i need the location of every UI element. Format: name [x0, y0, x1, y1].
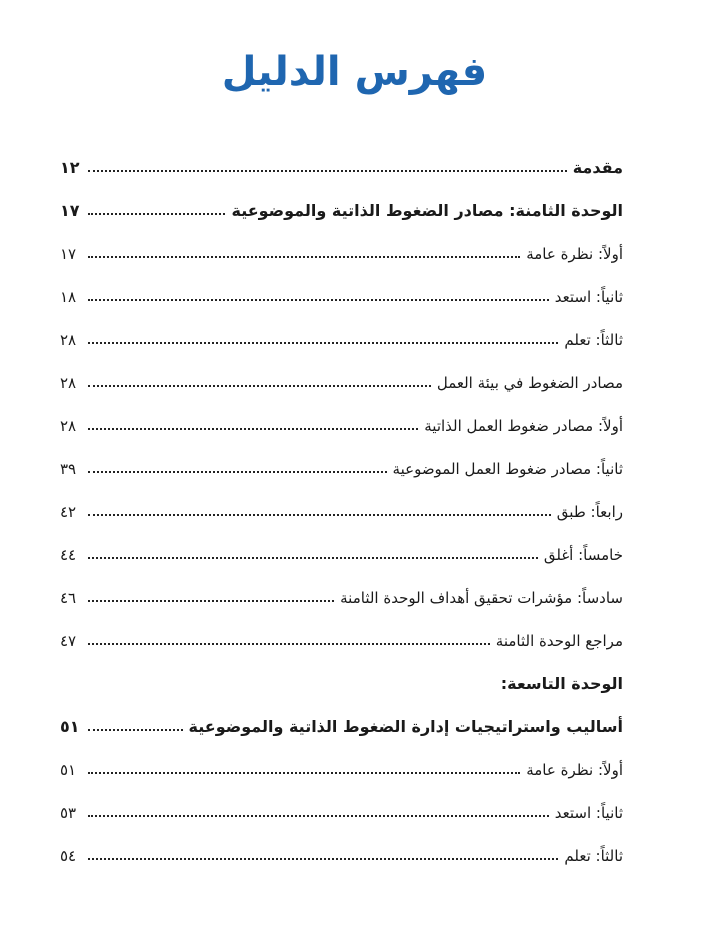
- toc-leader-dots: [88, 385, 431, 387]
- toc-row[interactable]: [60, 312, 623, 355]
- toc-page-number: ٢٨: [60, 331, 77, 349]
- toc-leader-dots: [88, 729, 183, 731]
- toc-entry-text: مصادر الضغوط في بيئة العمل: [436, 374, 623, 392]
- toc-leader-dots: [88, 342, 558, 344]
- toc-page-number: ٥٤: [60, 847, 77, 865]
- toc-entry-text: الوحدة التاسعة:: [500, 674, 623, 693]
- toc-row[interactable]: [60, 742, 623, 785]
- toc-entry-text: خامساً: أغلق: [543, 546, 623, 564]
- toc-page-number: ٥٣: [60, 804, 77, 822]
- toc-row[interactable]: [60, 269, 623, 312]
- toc-leader-dots: [88, 299, 549, 301]
- toc-leader-dots: [88, 643, 490, 645]
- page-title: فهرس الدليل: [221, 49, 488, 95]
- toc-row[interactable]: [60, 570, 623, 613]
- toc-page-number: ٣٩: [60, 460, 77, 478]
- toc-entry-text: ثالثاً: تعلم: [564, 847, 623, 865]
- toc-leader-dots: [88, 170, 567, 172]
- toc-entry-text: أولاً: نظرة عامة: [526, 245, 623, 263]
- toc-page-number: ٤٧: [60, 632, 77, 650]
- toc-row[interactable]: [60, 441, 623, 484]
- toc-page-number: ١٢: [60, 158, 80, 177]
- toc-leader-dots: [88, 600, 334, 602]
- toc-page-number: ١٧: [60, 201, 80, 220]
- toc-page-number: ٥١: [60, 717, 80, 736]
- toc-row[interactable]: [60, 613, 623, 656]
- toc-entry-text: ثالثاً: تعلم: [564, 331, 623, 349]
- toc-row[interactable]: [60, 140, 623, 183]
- toc-page-number: ٤٢: [60, 503, 77, 521]
- toc-row[interactable]: [60, 484, 623, 527]
- toc-entry-text: مقدمة: [572, 158, 623, 177]
- toc-page-number: ٤٦: [60, 589, 77, 607]
- toc-row[interactable]: [60, 226, 623, 269]
- toc-row[interactable]: [60, 398, 623, 441]
- toc-leader-dots: [88, 514, 551, 516]
- toc-page-number: ٢٨: [60, 417, 77, 435]
- toc-entry-text: رابعاً: طبق: [556, 503, 623, 521]
- toc-leader-dots: [88, 772, 520, 774]
- toc-leader-dots: [88, 557, 538, 559]
- toc-page-number: ١٧: [60, 245, 77, 263]
- toc-entry-text: ثانياً: استعد: [554, 804, 623, 822]
- toc-entry-text: أساليب واستراتيجيات إدارة الضغوط الذاتية والموضوعية: [188, 717, 623, 736]
- toc-entry-text: الوحدة الثامنة: مصادر الضغوط الذاتية والموضوعية: [231, 201, 623, 220]
- toc-entry-text: ثانياً: استعد: [554, 288, 623, 306]
- toc-entry-text: ثانياً: مصادر ضغوط العمل الموضوعية: [392, 460, 623, 478]
- table-of-contents: [60, 140, 623, 871]
- toc-row[interactable]: [60, 785, 623, 828]
- toc-leader-dots: [88, 471, 387, 473]
- toc-row[interactable]: [60, 527, 623, 570]
- toc-row[interactable]: [60, 699, 623, 742]
- toc-page-number: ٢٨: [60, 374, 77, 392]
- toc-row[interactable]: [60, 183, 623, 226]
- toc-leader-dots: [88, 428, 418, 430]
- toc-row[interactable]: [60, 355, 623, 398]
- toc-leader-dots: [88, 256, 520, 258]
- toc-entry-text: أولاً: مصادر ضغوط العمل الذاتية: [424, 417, 623, 435]
- toc-entry-text: مراجع الوحدة الثامنة: [495, 632, 623, 650]
- toc-leader-dots: [88, 213, 225, 215]
- toc-page-number: ٥١: [60, 761, 77, 779]
- toc-entry-text: سادساً: مؤشرات تحقيق أهداف الوحدة الثامنة: [340, 589, 623, 607]
- toc-page-number: ٤٤: [60, 546, 77, 564]
- toc-entry-text: أولاً: نظرة عامة: [526, 761, 623, 779]
- toc-row[interactable]: [60, 828, 623, 871]
- toc-leader-dots: [88, 815, 549, 817]
- toc-leader-dots: [88, 858, 558, 860]
- toc-section-heading: [60, 656, 623, 699]
- toc-page-number: ١٨: [60, 288, 77, 306]
